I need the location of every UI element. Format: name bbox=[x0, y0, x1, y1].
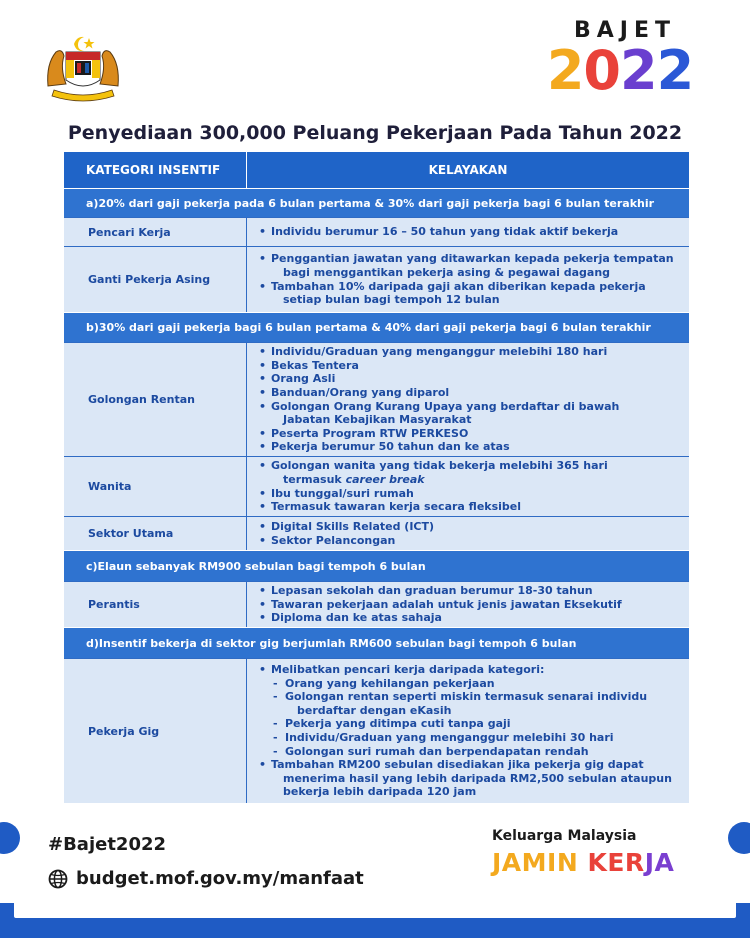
malaysia-crest-logo bbox=[44, 34, 122, 104]
eligibility-item: • Tawaran pekerjaan adalah untuk jenis jawatan Eksekutif bbox=[259, 598, 681, 612]
year-digit-2: 0 bbox=[583, 39, 620, 102]
eligibility-item: • Pekerja berumur 50 tahun dan ke atas bbox=[259, 440, 681, 454]
tagline-text: Keluarga Malaysia bbox=[492, 828, 637, 844]
bajet-2022-logo bbox=[530, 18, 710, 104]
website-url: budget.mof.gov.my/manfaat bbox=[76, 868, 364, 889]
table-row bbox=[64, 456, 689, 516]
table-row bbox=[64, 516, 689, 550]
eligibility-item: • Golongan wanita yang tidak bekerja melebihi 365 hari bbox=[259, 459, 681, 473]
globe-icon bbox=[48, 869, 68, 889]
category-cell: Golongan Rentan bbox=[64, 343, 247, 456]
eligibility-subitem: - Pekerja yang ditimpa cuti tanpa gaji bbox=[259, 717, 681, 731]
eligibility-item: • Tambahan RM200 sebulan disediakan jika pekerja gig dapat bbox=[259, 758, 681, 772]
eligibility-item-continued: Jabatan Kebajikan Masyarakat bbox=[283, 413, 472, 427]
category-cell: Wanita bbox=[64, 457, 247, 516]
eligibility-cell bbox=[247, 659, 689, 803]
bajet-year bbox=[530, 39, 710, 102]
eligibility-item-continued bbox=[259, 473, 681, 487]
eligibility-item: • Tambahan 10% daripada gaji akan diberikan kepada pekerja bbox=[259, 280, 681, 294]
section-heading-c: c)Elaun sebanyak RM900 sebulan bagi tempoh 6 bulan bbox=[64, 550, 689, 581]
year-digit-3: 2 bbox=[620, 39, 657, 102]
eligibility-cell bbox=[247, 582, 689, 627]
slogan-part-a: JAMIN bbox=[492, 848, 579, 877]
hashtag-text: #Bajet2022 bbox=[48, 834, 167, 855]
eligibility-item: • Ibu tunggal/suri rumah bbox=[259, 487, 681, 501]
slogan-part-b: KER bbox=[587, 848, 645, 877]
slogan-part-c: JA bbox=[644, 848, 675, 877]
category-cell: Perantis bbox=[64, 582, 247, 627]
table-row bbox=[64, 581, 689, 627]
table-row bbox=[64, 246, 689, 312]
table-row bbox=[64, 658, 689, 803]
eligibility-cell bbox=[247, 457, 689, 516]
table-row bbox=[64, 217, 689, 246]
eligibility-text: termasuk bbox=[283, 472, 342, 486]
category-cell: Ganti Pekerja Asing bbox=[64, 247, 247, 312]
eligibility-item: • Orang Asli bbox=[259, 372, 681, 386]
section-heading-a: a)20% dari gaji pekerja pada 6 bulan pertama & 30% dari gaji pekerja bagi 6 bulan terakhir bbox=[64, 188, 689, 217]
eligibility-subitem: - Golongan suri rumah dan berpendapatan rendah bbox=[259, 745, 681, 759]
eligibility-item: • Termasuk tawaran kerja secara fleksibel bbox=[259, 500, 681, 514]
eligibility-item-continued: setiap bulan bagi tempoh 12 bulan bbox=[283, 293, 500, 307]
eligibility-item-continued: bagi menggantikan pekerja asing & pegawai dagang bbox=[283, 265, 611, 279]
website-link[interactable] bbox=[48, 868, 364, 889]
column-header-eligibility: KELAYAKAN bbox=[428, 163, 508, 177]
page-title: Penyediaan 300,000 Peluang Pekerjaan Pada Tahun 2022 bbox=[67, 122, 683, 144]
section-heading-d: d)Insentif bekerja di sektor gig berjumlah RM600 sebulan bagi tempoh 6 bulan bbox=[64, 627, 689, 658]
eligibility-cell bbox=[247, 218, 689, 246]
eligibility-item: • Bekas Tentera bbox=[259, 359, 681, 373]
column-header-category: KATEGORI INSENTIF bbox=[64, 152, 247, 188]
eligibility-subitem: - Golongan rentan seperti miskin termasuk senarai individu bbox=[259, 690, 681, 704]
eligibility-item: • Diploma dan ke atas sahaja bbox=[259, 611, 681, 625]
year-digit-4: 2 bbox=[656, 39, 694, 102]
eligibility-subitem: - Orang yang kehilangan pekerjaan bbox=[259, 677, 681, 691]
table-row bbox=[64, 342, 689, 456]
eligibility-item: • Peserta Program RTW PERKESO bbox=[259, 427, 681, 441]
eligibility-cell bbox=[247, 517, 689, 550]
eligibility-item: • Digital Skills Related (ICT) bbox=[259, 520, 681, 534]
table-header bbox=[64, 152, 689, 188]
eligibility-cell bbox=[247, 343, 689, 456]
eligibility-item: • Individu berumur 16 – 50 tahun yang tidak aktif bekerja bbox=[259, 225, 681, 239]
eligibility-subitem-continued: berdaftar dengan eKasih bbox=[297, 703, 452, 717]
category-cell: Pencari Kerja bbox=[64, 218, 247, 246]
incentive-table bbox=[64, 152, 689, 803]
eligibility-item: • Melibatkan pencari kerja daripada kategori: bbox=[259, 663, 681, 677]
section-heading-b: b)30% dari gaji pekerja bagi 6 bulan pertama & 40% dari gaji pekerja bagi 6 bulan terakhir bbox=[64, 312, 689, 342]
eligibility-item: • Lepasan sekolah dan graduan berumur 18-30 tahun bbox=[259, 584, 681, 598]
career-break-text: career break bbox=[345, 472, 425, 486]
eligibility-item-continued: bekerja lebih daripada 120 jam bbox=[283, 785, 477, 799]
eligibility-item: • Golongan Orang Kurang Upaya yang berdaftar di bawah bbox=[259, 400, 681, 414]
category-cell: Pekerja Gig bbox=[64, 659, 247, 803]
eligibility-item: • Individu/Graduan yang menganggur melebihi 180 hari bbox=[259, 345, 681, 359]
jamin-kerja-slogan bbox=[492, 848, 674, 877]
eligibility-item: • Penggantian jawatan yang ditawarkan kepada pekerja tempatan bbox=[259, 252, 681, 266]
category-cell: Sektor Utama bbox=[64, 517, 247, 550]
bajet-word: BAJET bbox=[573, 18, 676, 43]
eligibility-item: • Banduan/Orang yang diparol bbox=[259, 386, 681, 400]
year-digit-1: 2 bbox=[546, 39, 584, 102]
eligibility-subitem: - Individu/Graduan yang menganggur melebihi 30 hari bbox=[259, 731, 681, 745]
eligibility-item-continued: menerima hasil yang lebih daripada RM2,500 sebulan ataupun bbox=[283, 771, 672, 785]
eligibility-cell bbox=[247, 247, 689, 312]
eligibility-item: • Sektor Pelancongan bbox=[259, 534, 681, 548]
